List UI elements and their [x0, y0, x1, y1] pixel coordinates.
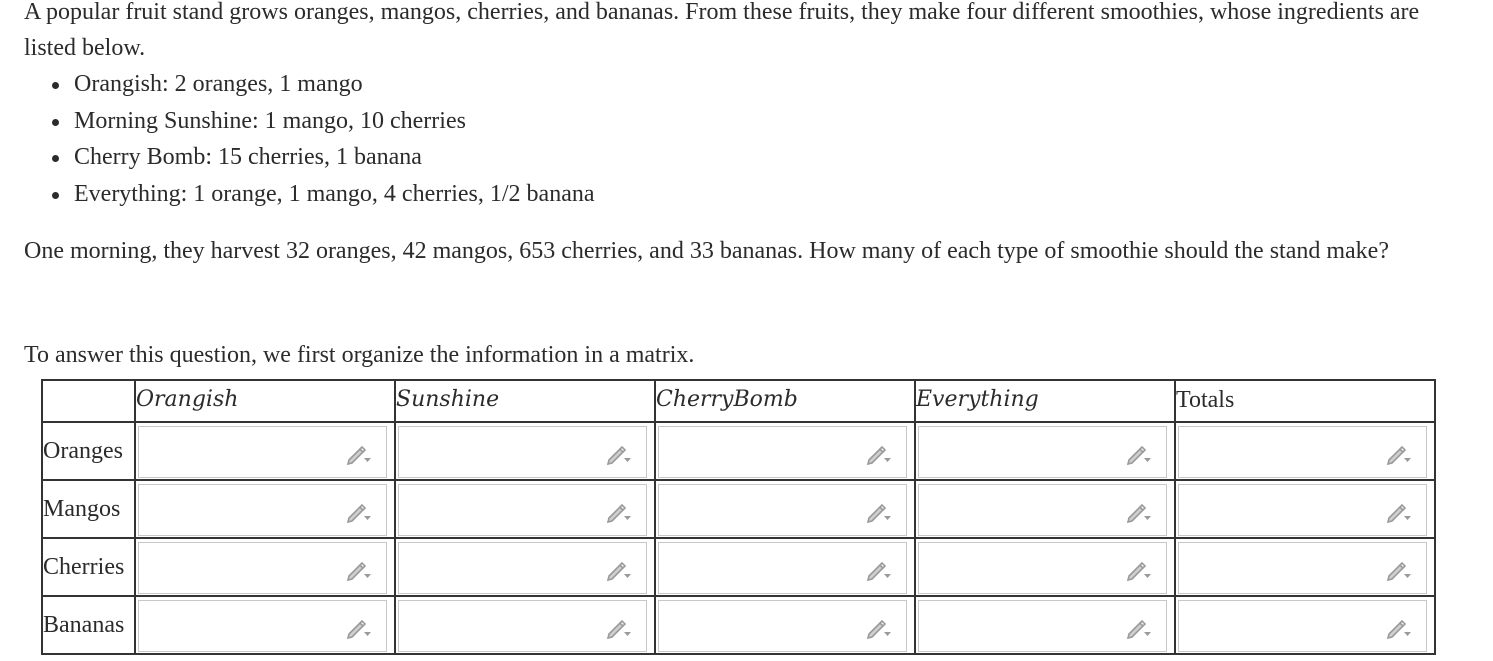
row-label: Mangos [42, 480, 135, 538]
answer-input[interactable] [658, 600, 907, 652]
pencil-edit-icon[interactable] [346, 443, 372, 465]
list-item: Orangish: 2 oranges, 1 mango [74, 66, 595, 103]
pencil-edit-icon[interactable] [1126, 559, 1152, 581]
pencil-edit-icon[interactable] [1126, 501, 1152, 523]
header-row [42, 380, 1435, 422]
matrix-cell [915, 480, 1175, 538]
matrix-cell [395, 422, 655, 480]
pencil-edit-icon[interactable] [1386, 501, 1412, 523]
matrix-cell [135, 480, 395, 538]
matrix-cell [135, 538, 395, 596]
pencil-edit-icon[interactable] [606, 617, 632, 639]
answer-input[interactable] [918, 542, 1167, 594]
question-text: One morning, they harvest 32 oranges, 42 mangos, 653 cherries, and 33 bananas. How many of each type of smoothie should the stand make? [24, 238, 1389, 264]
answer-input[interactable] [398, 600, 647, 652]
matrix-cell [1175, 480, 1435, 538]
pencil-edit-icon[interactable] [1386, 617, 1412, 639]
matrix-cell [655, 422, 915, 480]
answer-input[interactable] [138, 542, 387, 594]
pencil-edit-icon[interactable] [346, 559, 372, 581]
table-row [42, 422, 1435, 480]
matrix-cell [395, 596, 655, 654]
answer-input[interactable] [138, 600, 387, 652]
matrix-cell [395, 480, 655, 538]
table-row [42, 538, 1435, 596]
answer-input[interactable] [398, 542, 647, 594]
answer-input[interactable] [658, 542, 907, 594]
answer-input[interactable] [1178, 600, 1427, 652]
matrix-cell [655, 538, 915, 596]
matrix-cell [135, 422, 395, 480]
pencil-edit-icon[interactable] [1386, 559, 1412, 581]
answer-input[interactable] [1178, 542, 1427, 594]
matrix-cell [1175, 538, 1435, 596]
pencil-edit-icon[interactable] [866, 617, 892, 639]
table-row [42, 596, 1435, 654]
answer-input[interactable] [658, 426, 907, 478]
column-header-everything: Everything [915, 380, 1175, 422]
row-label: Bananas [42, 596, 135, 654]
matrix-cell [915, 596, 1175, 654]
answer-input[interactable] [398, 484, 647, 536]
smoothie-list [74, 66, 595, 212]
answer-input[interactable] [138, 426, 387, 478]
column-header-cherrybomb: CherryBomb [655, 380, 915, 422]
pencil-edit-icon[interactable] [606, 443, 632, 465]
pencil-edit-icon[interactable] [866, 559, 892, 581]
answer-input[interactable] [1178, 484, 1427, 536]
matrix-cell [655, 596, 915, 654]
pencil-edit-icon[interactable] [346, 501, 372, 523]
column-header-orangish: Orangish [135, 380, 395, 422]
matrix-intro-text: To answer this question, we first organize the information in a matrix. [24, 342, 695, 368]
pencil-edit-icon[interactable] [606, 559, 632, 581]
answer-input[interactable] [398, 426, 647, 478]
matrix-cell [1175, 596, 1435, 654]
answer-input[interactable] [1178, 426, 1427, 478]
pencil-edit-icon[interactable] [866, 501, 892, 523]
list-item: Morning Sunshine: 1 mango, 10 cherries [74, 103, 595, 140]
answer-input[interactable] [918, 484, 1167, 536]
row-label: Cherries [42, 538, 135, 596]
column-header-sunshine: Sunshine [395, 380, 655, 422]
matrix-cell [135, 596, 395, 654]
matrix-cell [395, 538, 655, 596]
row-label: Oranges [42, 422, 135, 480]
table-row [42, 480, 1435, 538]
answer-input[interactable] [918, 600, 1167, 652]
corner-cell [42, 380, 135, 422]
list-item: Everything: 1 orange, 1 mango, 4 cherries, 1/2 banana [74, 176, 595, 213]
matrix-cell [915, 422, 1175, 480]
pencil-edit-icon[interactable] [1126, 617, 1152, 639]
column-header-totals: Totals [1175, 380, 1435, 422]
matrix-cell [915, 538, 1175, 596]
matrix-cell [1175, 422, 1435, 480]
intro-text: A popular fruit stand grows oranges, mangos, cherries, and bananas. From these fruits, they make four different smoothies, whose ingredients are listed below. [24, 0, 1420, 61]
pencil-edit-icon[interactable] [866, 443, 892, 465]
answer-input[interactable] [658, 484, 907, 536]
answer-input[interactable] [918, 426, 1167, 478]
answer-input[interactable] [138, 484, 387, 536]
pencil-edit-icon[interactable] [1126, 443, 1152, 465]
matrix-table [41, 379, 1436, 655]
pencil-edit-icon[interactable] [606, 501, 632, 523]
list-item: Cherry Bomb: 15 cherries, 1 banana [74, 139, 595, 176]
matrix-cell [655, 480, 915, 538]
pencil-edit-icon[interactable] [346, 617, 372, 639]
pencil-edit-icon[interactable] [1386, 443, 1412, 465]
